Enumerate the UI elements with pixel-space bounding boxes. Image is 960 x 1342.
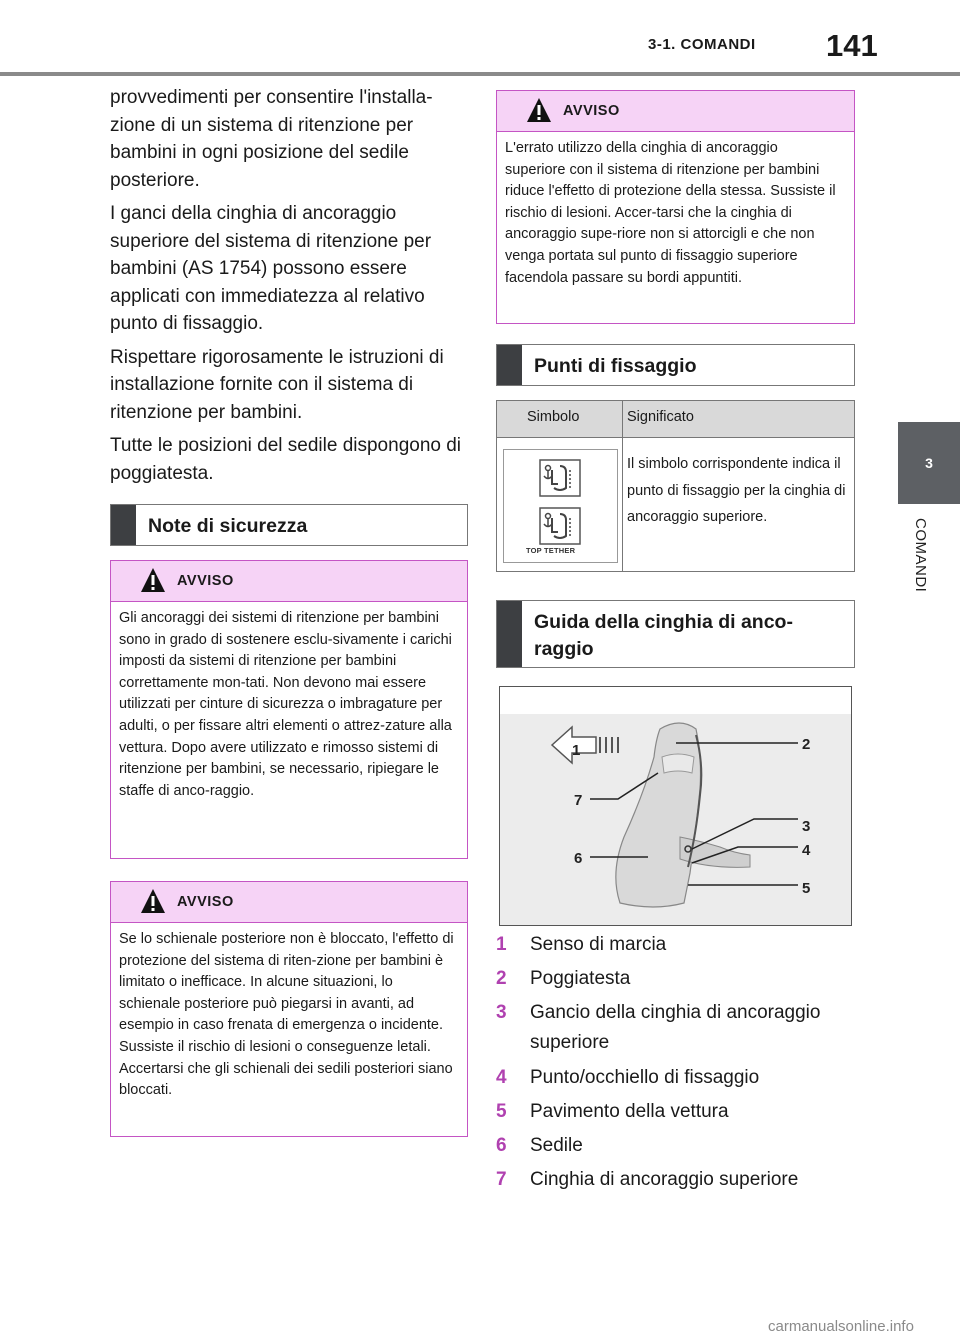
legend-number: 6	[496, 1134, 507, 1156]
intro-paragraph: provvedimenti per consentire l'installa-zione di un sistema di ritenzione per bambini in ogni posizione del sedile posteriore.	[110, 87, 433, 191]
warning-box	[110, 560, 468, 859]
legend-item	[496, 1131, 856, 1161]
legend-text: Senso di marcia	[530, 934, 667, 955]
legend-text: Sedile	[530, 1134, 583, 1156]
warning-box	[496, 90, 855, 324]
chapter-label: COMANDI	[912, 518, 929, 593]
legend-number: 4	[496, 1066, 507, 1088]
column-divider	[622, 401, 623, 571]
legend-text: Pavimento della vettura	[530, 1100, 729, 1122]
warning-text: Gli ancoraggi dei sistemi di ritenzione per bambini sono in grado di sostenere esclu-sivamente i carichi imposti da sistemi di ritenzione per bambini correttamente mon-tati. Non devono mai essere utilizzati per cinture di sicurezza o imbragature per adulti, o per fissare altri elementi o attrez-zature alla vettura. Dopo avere utilizzato e rimosso sistemi di ritenzione per bambini, se necessario, ripiegare le staffe di anco-raggio.	[119, 610, 452, 799]
diagram-label-7: 7	[574, 792, 583, 809]
diagram-legend	[496, 930, 856, 1199]
watermark: carmanualsonline.info	[768, 1318, 914, 1335]
legend-item	[496, 1097, 856, 1127]
intro-text	[110, 84, 466, 493]
warning-triangle-icon	[140, 566, 166, 594]
warning-header	[111, 882, 467, 923]
diagram-label-2: 2	[802, 736, 811, 753]
legend-number: 5	[496, 1100, 507, 1122]
legend-number: 2	[496, 968, 507, 990]
legend-text: Cinghia di ancoraggio superiore	[530, 1169, 799, 1191]
seat-diagram	[499, 686, 852, 926]
diagram-label-4: 4	[802, 842, 811, 859]
safety-notes-heading	[110, 504, 468, 546]
seat-illustration	[500, 687, 851, 925]
legend-item	[496, 1165, 856, 1195]
warning-title: AVVISO	[563, 103, 620, 119]
legend-item	[496, 930, 856, 960]
strap-guide-heading	[496, 600, 855, 668]
heading-bar	[111, 505, 136, 545]
diagram-label-1: 1	[572, 742, 581, 759]
legend-item	[496, 964, 856, 994]
warning-header	[497, 91, 854, 132]
heading-bar	[497, 345, 522, 385]
legend-text: Gancio della cinghia di ancoraggio superiore	[530, 1002, 821, 1054]
diagram-label-3: 3	[802, 818, 811, 835]
symbol-table	[496, 400, 855, 572]
heading-bar	[497, 601, 522, 667]
col-header-symbol: Simbolo	[527, 409, 580, 425]
intro-paragraph: Tutte le posizioni del sedile dispongono di poggiatesta.	[110, 435, 462, 484]
col-header-meaning: Significato	[627, 409, 694, 425]
heading-text: Note di sicurezza	[148, 515, 308, 537]
symbol-meaning: Il simbolo corrispondente indica il punto di fissaggio per la cinghia di ancoraggio superiore.	[627, 456, 846, 525]
intro-paragraph: Rispettare rigorosamente le istruzioni di installazione fornite con il sistema di ritenzione per bambini.	[110, 346, 444, 423]
page-number: 141	[826, 28, 878, 63]
legend-text: Poggiatesta	[530, 968, 631, 990]
warning-triangle-icon	[140, 887, 166, 915]
heading-text: Punti di fissaggio	[534, 355, 697, 377]
legend-number: 3	[496, 1002, 507, 1024]
chapter-tab: 3	[898, 422, 960, 504]
legend-item	[496, 1063, 856, 1093]
diagram-label-6: 6	[574, 850, 583, 867]
warning-title: AVVISO	[177, 894, 234, 910]
symbol-caption: TOP TETHER	[526, 546, 576, 555]
legend-number: 7	[496, 1169, 507, 1191]
header-divider	[0, 72, 960, 76]
diagram-label-5: 5	[802, 880, 811, 897]
warning-box	[110, 881, 468, 1137]
section-title: 3-1. COMANDI	[648, 36, 756, 53]
intro-paragraph: I ganci della cinghia di ancoraggio superiore del sistema di ritenzione per bambini (AS 1754) possono essere applicati con immediatezza al relativo punto di fissaggio.	[110, 203, 432, 334]
heading-text: Guida della cinghia di anco-raggio	[534, 611, 793, 660]
legend-number: 1	[496, 934, 507, 955]
warning-triangle-icon	[526, 96, 552, 124]
warning-title: AVVISO	[177, 573, 234, 589]
legend-text: Punto/occhiello di fissaggio	[530, 1066, 760, 1088]
warning-header	[111, 561, 467, 602]
table-header	[497, 401, 854, 438]
warning-text: L'errato utilizzo della cinghia di ancoraggio superiore con il sistema di ritenzione per bambini riduce l'effetto di protezione della stessa. Sussiste il rischio di lesioni. Accer-tarsi che la cinghia di ancoraggio supe-riore non si attorcigli e che non venga portata sul punto di fissaggio superiore facendola passare su bordi appuntiti.	[505, 140, 836, 286]
anchor-points-heading	[496, 344, 855, 386]
symbol-cell	[503, 449, 618, 563]
legend-item	[496, 998, 856, 1058]
warning-text: Se lo schienale posteriore non è bloccato, l'effetto di protezione del sistema di riten-zione per bambini è limitato o inefficace. In alcune situazioni, lo schienale posteriore può piegarsi in avanti, ad esempio in caso frenata di emergenza o incidente. Sussiste il rischio di lesioni o conseguenze letali. Accertarsi che gli schienali dei sedili posteriori siano bloccati.	[119, 931, 454, 1099]
